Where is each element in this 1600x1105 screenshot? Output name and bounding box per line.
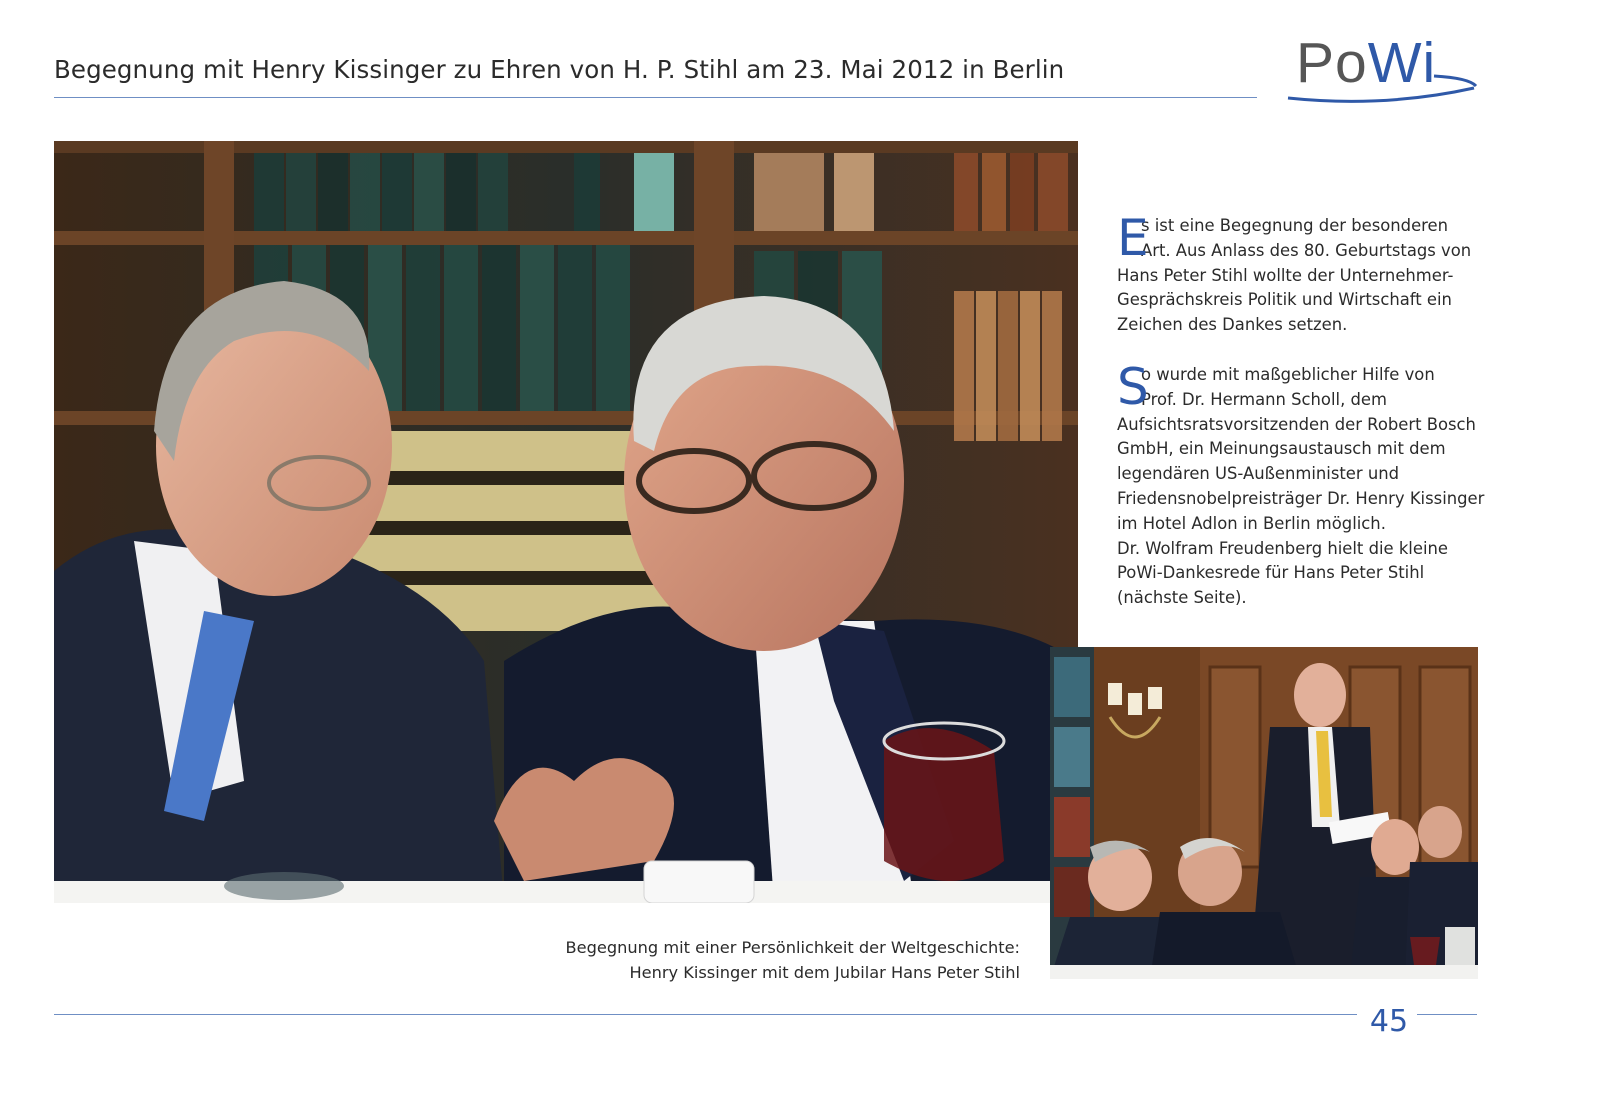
- article-line: Prof. Dr. Hermann Scholl, dem: [1141, 389, 1387, 409]
- powi-logo: [1284, 26, 1484, 108]
- photo-caption: [480, 936, 1020, 985]
- main-photo: [54, 141, 1078, 903]
- title-divider: [54, 97, 1257, 98]
- article-paragraph-1: [1117, 209, 1557, 338]
- page-title: Begegnung mit Henry Kissinger zu Ehren von H. P. Stihl am 23. Mai 2012 in Berlin: [54, 55, 1065, 84]
- footer-divider-left: [54, 1014, 1357, 1015]
- logo-wi: Wi: [1367, 31, 1437, 95]
- page-number: 45: [1369, 1004, 1409, 1039]
- article-line: Aufsichtsratsvorsitzenden der Robert Bosch: [1117, 414, 1476, 434]
- article-line: Hans Peter Stihl wollte der Unternehmer-: [1117, 265, 1454, 285]
- dropcap-e: E: [1117, 209, 1149, 267]
- article-line: PoWi-Dankesrede für Hans Peter Stihl: [1117, 563, 1425, 583]
- article-line: (nächste Seite).: [1117, 588, 1247, 608]
- article-line: im Hotel Adlon in Berlin möglich.: [1117, 513, 1386, 533]
- secondary-photo: [1050, 647, 1478, 979]
- article-line: o wurde mit maßgeblicher Hilfe von: [1141, 364, 1435, 384]
- article-line: Friedensnobelpreisträger Dr. Henry Kissinger: [1117, 488, 1485, 508]
- article-line: legendären US-Außenminister und: [1117, 464, 1400, 484]
- article-line: s ist eine Begegnung der besonderen: [1141, 216, 1449, 235]
- dropcap-s: S: [1117, 357, 1149, 416]
- article-line: GmbH, ein Meinungsaustausch mit dem: [1117, 439, 1446, 459]
- logo-wordmark: [1296, 30, 1436, 96]
- article-text: [1117, 209, 1557, 611]
- footer-divider-right: [1417, 1014, 1477, 1015]
- article-line: Dr. Wolfram Freudenberg hielt die kleine: [1117, 538, 1448, 558]
- article-paragraph-2: [1117, 357, 1557, 611]
- article-line: Zeichen des Dankes setzen.: [1117, 315, 1348, 335]
- caption-line-1: Begegnung mit einer Persönlichkeit der Weltgeschichte:: [565, 938, 1020, 957]
- caption-line-2: Henry Kissinger mit dem Jubilar Hans Peter Stihl: [629, 962, 1020, 982]
- article-line: Art. Aus Anlass des 80. Geburtstags von: [1141, 240, 1472, 260]
- article-line: Gesprächskreis Politik und Wirtschaft ein: [1117, 290, 1452, 310]
- logo-po: Po: [1296, 31, 1368, 95]
